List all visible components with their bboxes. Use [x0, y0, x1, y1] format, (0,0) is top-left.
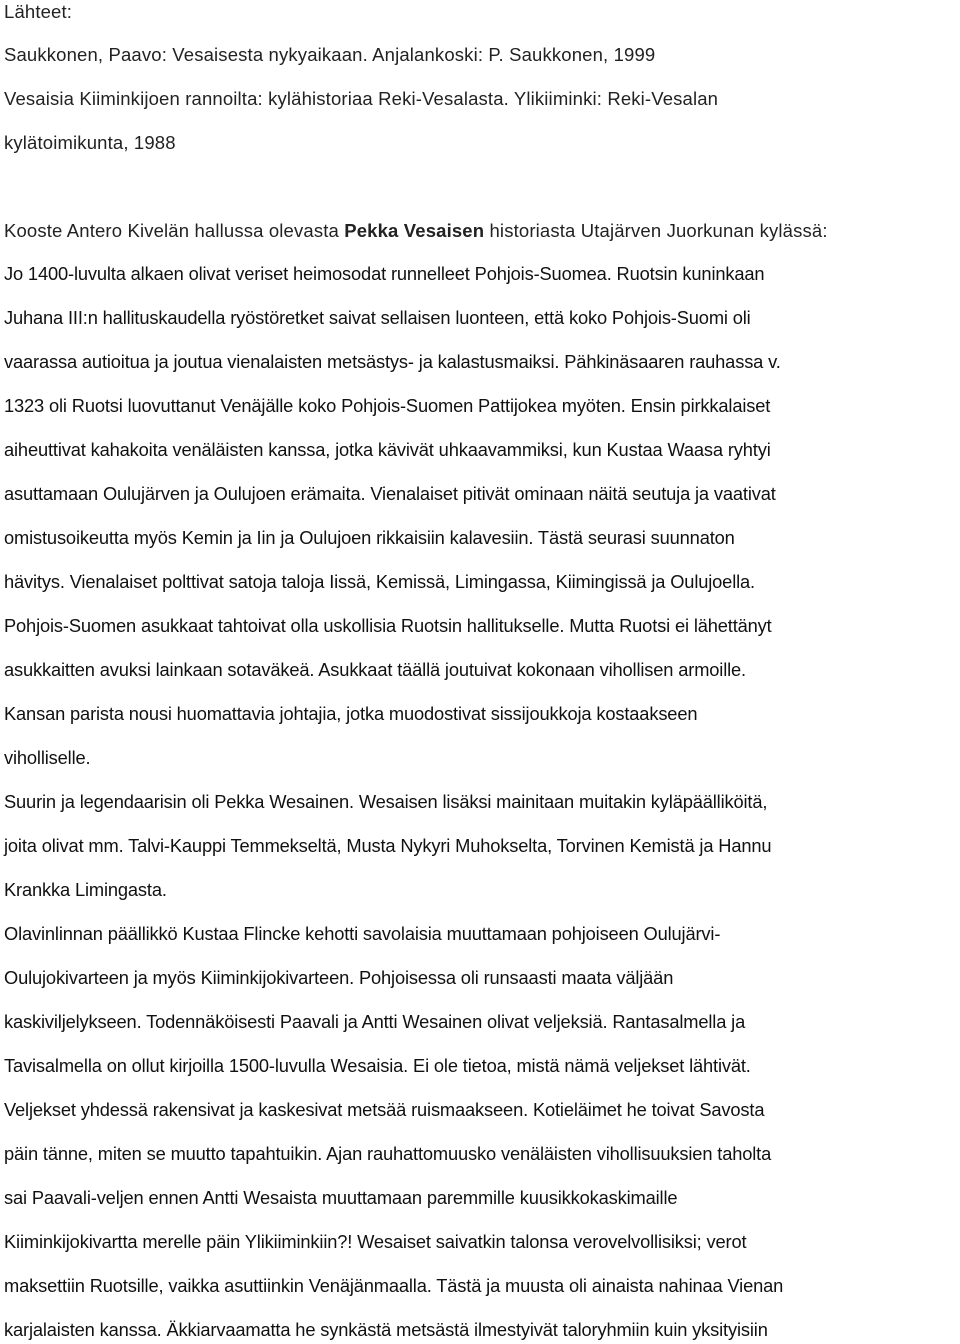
body-line: Kiiminkijokivartta merelle päin Ylikiiminkiin?! Wesaiset saivatkin talonsa verovelvollisiksi; verot: [4, 1231, 747, 1252]
body-line: Tavisalmella on ollut kirjoilla 1500-luvulla Wesaisia. Ei ole tietoa, mistä nämä veljekset lähtivät.: [4, 1055, 751, 1076]
source-item: kylätoimikunta, 1988: [4, 132, 176, 153]
body-line: asukkaitten avuksi lainkaan sotaväkeä. Asukkaat täällä joutuivat kokonaan vihollisen armoille.: [4, 659, 746, 680]
intro-text: Kooste Antero Kivelän hallussa olevasta: [4, 220, 345, 241]
body-line: Veljekset yhdessä rakensivat ja kaskesivat metsää ruismaakseen. Kotieläimet he toivat Savosta: [4, 1099, 765, 1120]
body-line: viholliselle.: [4, 747, 91, 768]
body-line: Juhana III:n hallituskaudella ryöstöretket saivat sellaisen luonteen, että koko Pohjois-Suomi oli: [4, 307, 751, 328]
body-line: omistusoikeutta myös Kemin ja Iin ja Oulujoen rikkaisiin kalavesiin. Tästä seurasi suunnaton: [4, 527, 735, 548]
body-line: päin tänne, miten se muutto tapahtuikin. Ajan rauhattomuusko venäläisten vihollisuuksien taholta: [4, 1143, 772, 1164]
body-line: 1323 oli Ruotsi luovuttanut Venäjälle koko Pohjois-Suomen Pattijokea myöten. Ensin pirkkalaiset: [4, 395, 771, 416]
body-line: Krankka Limingasta.: [4, 879, 167, 900]
source-item: Vesaisia Kiiminkijoen rannoilta: kylähistoriaa Reki-Vesalasta. Ylikiiminki: Reki-Vesalan: [4, 88, 719, 109]
body-line: Kansan parista nousi huomattavia johtajia, jotka muodostivat sissijoukkoja kostaakseen: [4, 703, 698, 724]
body-line: Jo 1400-luvulta alkaen olivat veriset heimosodat runnelleet Pohjois-Suomea. Ruotsin kuninkaan: [4, 263, 765, 284]
body-line: Oulujokivarteen ja myös Kiiminkijokivarteen. Pohjoisessa oli runsaasti maata väljään: [4, 967, 674, 988]
body-line: hävitys. Vienalaiset polttivat satoja taloja Iissä, Kemissä, Limingassa, Kiimingissä ja Oulujoella.: [4, 571, 755, 592]
sources-heading: Lähteet:: [4, 1, 73, 22]
body-line: aiheuttivat kahakoita venäläisten kanssa, jotka kävivät uhkaavammiksi, kun Kustaa Waasa ryhtyi: [4, 439, 771, 460]
body-line: joita olivat mm. Talvi-Kauppi Temmekseltä, Musta Nykyri Muhokselta, Torvinen Kemistä ja Hannu: [4, 835, 772, 856]
intro-text: historiasta Utajärven Juorkunan kylässä:: [484, 220, 828, 241]
source-item: Saukkonen, Paavo: Vesaisesta nykyaikaan. Anjalankoski: P. Saukkonen, 1999: [4, 44, 656, 65]
body-line: Suurin ja legendaarisin oli Pekka Wesainen. Wesaisen lisäksi mainitaan muitakin kyläpäälliköitä,: [4, 791, 768, 812]
body-line: Pohjois-Suomen asukkaat tahtoivat olla uskollisia Ruotsin hallitukselle. Mutta Ruotsi ei lähettänyt: [4, 615, 772, 636]
body-line: maksettiin Ruotsille, vaikka asuttiinkin Venäjänmaalla. Tästä ja muusta oli ainaista nahinaa Vienan: [4, 1275, 784, 1296]
intro-paragraph: [4, 219, 828, 243]
body-line: Olavinlinnan päällikkö Kustaa Flincke kehotti savolaisia muuttamaan pohjoiseen Oulujärvi-: [4, 923, 721, 944]
body-line: asuttamaan Oulujärven ja Oulujoen erämaita. Vienalaiset pitivät ominaan näitä seutuja ja vaativat: [4, 483, 776, 504]
body-line: vaarassa autioitua ja joutua vienalaisten metsästys- ja kalastusmaiksi. Pähkinäsaaren rauhassa v.: [4, 351, 781, 372]
body-line: sai Paavali-veljen ennen Antti Wesaista muuttamaan paremmille kuusikkokaskimaille: [4, 1187, 678, 1208]
body-line: karjalaisten kanssa. Äkkiarvaamatta he synkästä metsästä ilmestyivät taloryhmiin kuin yksityisiin: [4, 1319, 768, 1340]
intro-bold-name: Pekka Vesaisen: [344, 220, 485, 241]
body-line: kaskiviljelykseen. Todennäköisesti Paavali ja Antti Wesainen olivat veljeksiä. Rantasalmella ja: [4, 1011, 746, 1032]
